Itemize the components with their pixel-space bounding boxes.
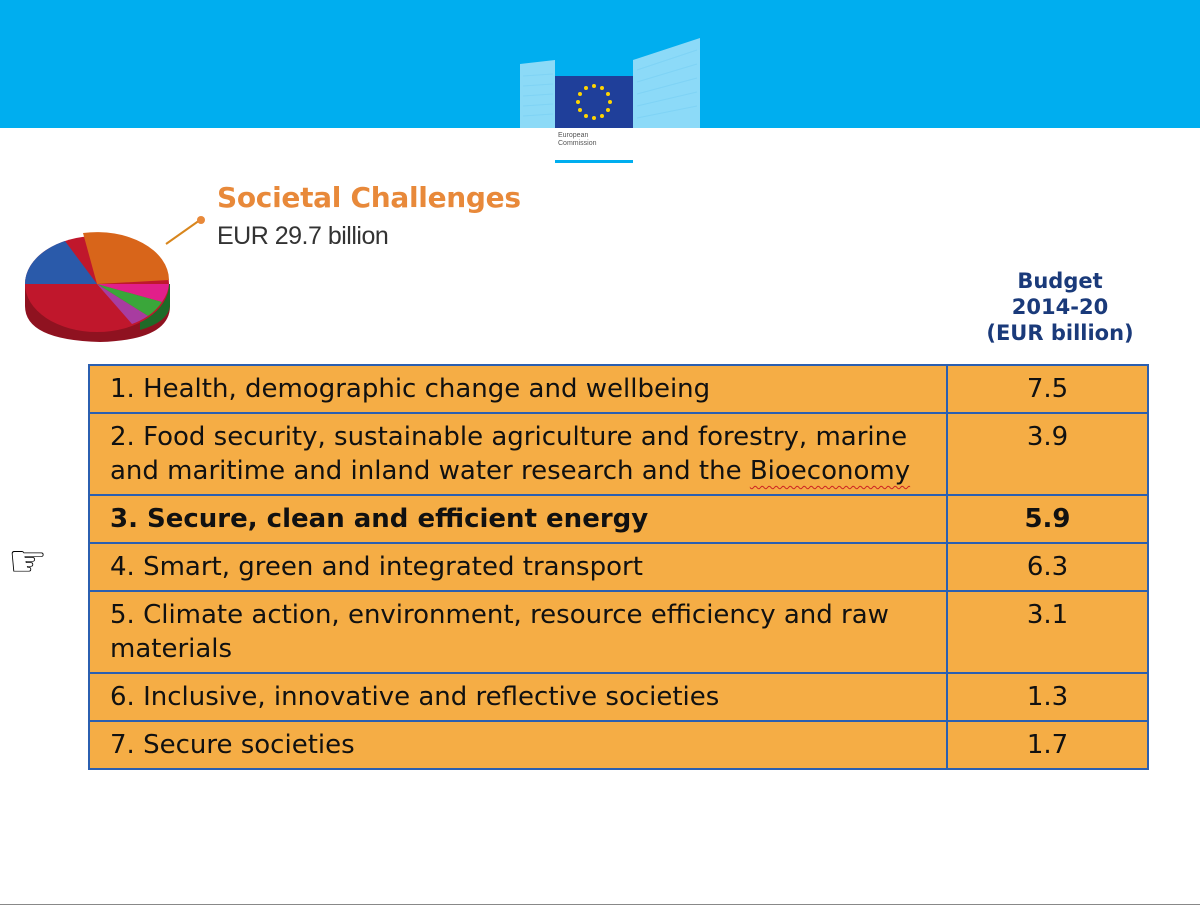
challenge-budget: 3.1 [947, 591, 1148, 673]
challenge-label: 7. Secure societies [89, 721, 947, 769]
challenge-budget: 1.7 [947, 721, 1148, 769]
table-row [89, 591, 1148, 673]
pointing-hand-icon: ☞ [8, 536, 48, 587]
eu-flag [555, 76, 633, 128]
table-row-highlighted [89, 495, 1148, 543]
challenge-budget: 7.5 [947, 365, 1148, 413]
challenge-budget: 3.9 [947, 413, 1148, 495]
logo-underline [555, 160, 633, 163]
table-row [89, 365, 1148, 413]
challenge-budget: 1.3 [947, 673, 1148, 721]
challenge-label: 1. Health, demographic change and wellbeing [89, 365, 947, 413]
eu-stars-icon [555, 76, 633, 128]
section-title: Societal Challenges [217, 181, 521, 214]
challenge-budget: 6.3 [947, 543, 1148, 591]
budget-column-header: Budget 2014-20 (EUR billion) [986, 269, 1134, 345]
table-row [89, 413, 1148, 495]
spellcheck-word: Bioeconomy [749, 456, 911, 486]
table-row [89, 673, 1148, 721]
challenge-label: 5. Climate action, environment, resource efficiency and raw materials [89, 591, 947, 673]
societal-challenges-table [88, 364, 1149, 770]
budget-pie-chart-icon [20, 222, 175, 347]
challenge-label: 6. Inclusive, innovative and reflective societies [89, 673, 947, 721]
challenge-label: 3. Secure, clean and efficient energy [89, 495, 947, 543]
challenge-label: 4. Smart, green and integrated transport [89, 543, 947, 591]
challenge-label: 2. Food security, sustainable agriculture and forestry, marine and maritime and inland water research and the Bioeconomy [89, 413, 947, 495]
table-row [89, 543, 1148, 591]
total-amount: EUR 29.7 billion [217, 222, 389, 250]
table-row [89, 721, 1148, 769]
callout-line-icon [160, 214, 210, 250]
european-commission-logo [515, 36, 705, 166]
logo-wordmark: European Commission [558, 132, 597, 147]
page-bottom-divider [0, 904, 1200, 905]
challenge-budget: 5.9 [947, 495, 1148, 543]
